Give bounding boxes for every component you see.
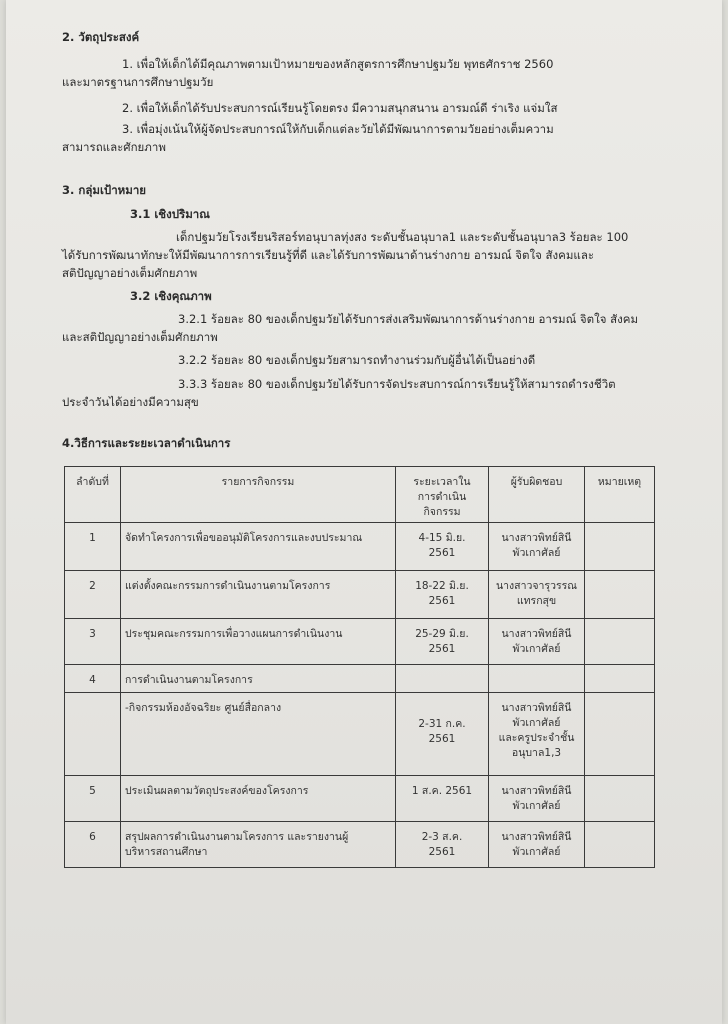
- quality-322: 3.2.2 ร้อยละ 80 ของเด็กปฐมวัยสามารถทำงานร่วมกับผู้อื่นได้เป็นอย่างดี: [178, 353, 536, 367]
- row-period: [396, 619, 489, 665]
- row-period-text: 2561: [428, 846, 456, 858]
- col-header-activity: รายการกิจกรรม: [121, 467, 396, 523]
- row-activity-text: การดำเนินงานตามโครงการ: [125, 674, 253, 686]
- row-period-text: 1 ส.ค. 2561: [411, 785, 473, 797]
- row-responsible-text: พัวเกาศัลย์: [512, 800, 561, 812]
- col-header-no: ลำดับที่: [65, 467, 121, 523]
- row-activity: [121, 822, 396, 868]
- objectives-heading: 2. วัตถุประสงค์: [62, 30, 140, 44]
- row-activity: [121, 523, 396, 571]
- quantity-heading: 3.1 เชิงปริมาณ: [130, 207, 210, 221]
- row-responsible-text: อนุบาล1,3: [511, 747, 562, 759]
- quality-321-line-2: และสติปัญญาอย่างเต็มศักยภาพ: [62, 330, 218, 344]
- quality-333-line-2: ประจำวันได้อย่างมีความสุข: [62, 395, 199, 409]
- document-page: [6, 0, 722, 1024]
- quality-heading: 3.2 เชิงคุณภาพ: [130, 289, 212, 303]
- row-responsible-text: นางสาวพิทย์สินี: [501, 785, 572, 797]
- operations-table: [64, 466, 655, 868]
- table-row: [65, 665, 655, 693]
- row-note: [585, 776, 655, 822]
- row-number: 4: [65, 665, 121, 693]
- row-activity: [121, 693, 396, 776]
- row-period: [396, 693, 489, 776]
- row-activity-text: จัดทำโครงการเพื่อขออนุมัติโครงการและงบประมาณ: [125, 532, 363, 544]
- row-responsible: [489, 693, 585, 776]
- col-header-period: [396, 467, 489, 523]
- targets-heading: 3. กลุ่มเป้าหมาย: [62, 183, 147, 197]
- row-activity: [121, 571, 396, 619]
- col-header-period-line: การดำเนิน: [417, 491, 467, 503]
- row-responsible-text: นางสาวพิทย์สินี: [501, 831, 572, 843]
- objective-1-line-1: 1. เพื่อให้เด็กได้มีคุณภาพตามเป้าหมายของหลักสูตรการศึกษาปฐมวัย พุทธศักราช 2560: [122, 57, 554, 71]
- row-responsible-text: พัวเกาศัลย์: [512, 717, 561, 729]
- quantity-line-1: เด็กปฐมวัยโรงเรียนริสอร์ทอนุบาลทุ่งสง ระดับชั้นอนุบาล1 และระดับชั้นอนุบาล3 ร้อยละ 100: [176, 230, 629, 244]
- row-responsible: [489, 776, 585, 822]
- row-responsible-text: นางสาวพิทย์สินี: [501, 702, 572, 714]
- row-period-text: 2-31 ก.ค.: [418, 718, 466, 730]
- row-activity: [121, 776, 396, 822]
- col-header-period-line: กิจกรรม: [423, 506, 461, 518]
- quality-321-line-1: 3.2.1 ร้อยละ 80 ของเด็กปฐมวัยได้รับการส่งเสริมพัฒนาการด้านร่างกาย อารมณ์ จิตใจ สังคม: [178, 312, 639, 326]
- table-row: [65, 571, 655, 619]
- row-activity-text: สรุปผลการดำเนินงานตามโครงการ และรายงานผู้: [125, 831, 349, 843]
- row-period-text: 4-15 มิ.ย.: [418, 532, 466, 544]
- table-row: [65, 776, 655, 822]
- row-number: 2: [65, 571, 121, 619]
- objective-1-line-2: และมาตรฐานการศึกษาปฐมวัย: [62, 75, 214, 89]
- row-number: 5: [65, 776, 121, 822]
- row-responsible-text: พัวเกาศัลย์: [512, 846, 561, 858]
- row-responsible: [489, 571, 585, 619]
- row-number: [65, 693, 121, 776]
- row-responsible-text: นางสาวพิทย์สินี: [501, 628, 572, 640]
- row-note: [585, 693, 655, 776]
- operations-heading: 4.วิธีการและระยะเวลาดำเนินการ: [62, 436, 231, 450]
- table-row: [65, 619, 655, 665]
- row-activity: [121, 619, 396, 665]
- table-row: [65, 523, 655, 571]
- row-period: [396, 665, 489, 693]
- col-header-period-line: ระยะเวลาใน: [413, 476, 471, 488]
- row-period: [396, 776, 489, 822]
- row-responsible: [489, 619, 585, 665]
- row-period: [396, 822, 489, 868]
- col-header-responsible: ผู้รับผิดชอบ: [489, 467, 585, 523]
- table-header-row: [65, 467, 655, 523]
- row-responsible-text: นางสาวจารุวรรณ: [495, 580, 577, 592]
- row-period-text: 18-22 มิ.ย.: [415, 580, 469, 592]
- table-row: [65, 693, 655, 776]
- row-activity-text: บริหารสถานศึกษา: [125, 846, 208, 858]
- row-activity-text: ประชุมคณะกรรมการเพื่อวางแผนการดำเนินงาน: [125, 628, 343, 640]
- row-period-text: 25-29 มิ.ย.: [415, 628, 469, 640]
- row-responsible-text: แทรกสุข: [516, 595, 557, 607]
- objective-2: 2. เพื่อให้เด็กได้รับประสบการณ์เรียนรู้โดยตรง มีความสนุกสนาน อารมณ์ดี ร่าเริง แจ่มใส: [122, 101, 558, 115]
- quality-333-line-1: 3.3.3 ร้อยละ 80 ของเด็กปฐมวัยได้รับการจัดประสบการณ์การเรียนรู้ให้สามารถดำรงชีวิต: [178, 377, 616, 391]
- quantity-line-2: ได้รับการพัฒนาทักษะให้มีพัฒนาการการเรียนรู้ที่ดี และได้รับการพัฒนาด้านร่างกาย อารมณ์ จิตใจ สังคมและ: [62, 248, 595, 262]
- row-responsible: [489, 665, 585, 693]
- row-responsible-text: นางสาวพิทย์สินี: [501, 532, 572, 544]
- row-note: [585, 822, 655, 868]
- row-activity-text: -กิจกรรมห้องอัจฉริยะ ศูนย์สื่อกลาง: [125, 702, 282, 714]
- row-number: 6: [65, 822, 121, 868]
- objective-3-line-1: 3. เพื่อมุ่งเน้นให้ผู้จัดประสบการณ์ให้กับเด็กแต่ละวัยได้มีพัฒนาการตามวัยอย่างเต็มความ: [122, 122, 554, 136]
- row-period-text: 2561: [428, 595, 456, 607]
- row-period-text: 2561: [428, 547, 456, 559]
- quantity-line-3: สติปัญญาอย่างเต็มศักยภาพ: [62, 266, 198, 280]
- row-activity: [121, 665, 396, 693]
- row-note: [585, 571, 655, 619]
- row-period-text: 2-3 ส.ค.: [421, 831, 463, 843]
- row-activity-text: ประเมินผลตามวัตถุประสงค์ของโครงการ: [125, 785, 309, 797]
- row-note: [585, 523, 655, 571]
- row-responsible-text: พัวเกาศัลย์: [512, 547, 561, 559]
- row-responsible: [489, 523, 585, 571]
- row-period-text: 2561: [428, 733, 456, 745]
- row-period: [396, 571, 489, 619]
- row-responsible-text: พัวเกาศัลย์: [512, 643, 561, 655]
- row-period: [396, 523, 489, 571]
- row-activity-text: แต่งตั้งคณะกรรมการดำเนินงานตามโครงการ: [125, 580, 331, 592]
- row-period-text: 2561: [428, 643, 456, 655]
- row-responsible-text: และครูประจำชั้น: [498, 732, 575, 744]
- row-number: 1: [65, 523, 121, 571]
- row-note: [585, 619, 655, 665]
- objective-3-line-2: สามารถและศักยภาพ: [62, 140, 166, 154]
- row-number: 3: [65, 619, 121, 665]
- col-header-note: หมายเหตุ: [585, 467, 655, 523]
- table-row: [65, 822, 655, 868]
- row-note: [585, 665, 655, 693]
- row-responsible: [489, 822, 585, 868]
